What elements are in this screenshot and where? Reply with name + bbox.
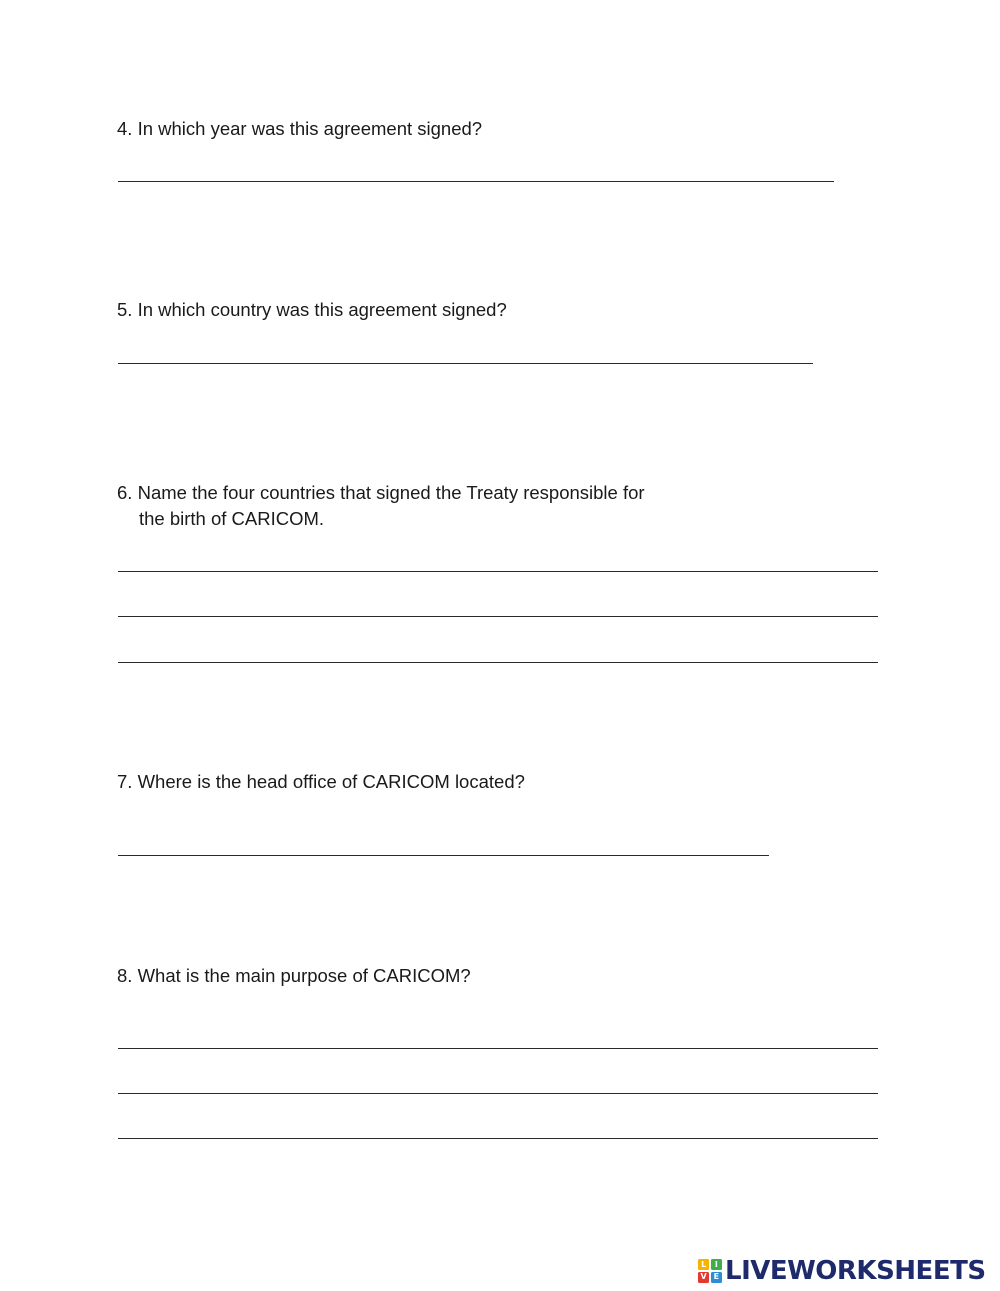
liveworksheets-logo [698, 1257, 986, 1285]
question-6-continuation: the birth of CARICOM. [139, 508, 325, 529]
question-7 [117, 769, 525, 795]
question-5-number: 5. [117, 299, 133, 320]
logo-mark-i: I [711, 1259, 722, 1270]
question-8 [117, 963, 471, 989]
answer-line-8a[interactable] [118, 1048, 878, 1049]
question-6 [117, 480, 645, 532]
logo-mark-icon [698, 1259, 722, 1283]
question-5 [117, 297, 507, 323]
question-4-number: 4. [117, 118, 133, 139]
answer-line-5[interactable] [118, 363, 813, 364]
question-4 [117, 116, 482, 142]
question-8-text: What is the main purpose of CARICOM? [137, 965, 471, 986]
answer-line-4[interactable] [118, 181, 834, 182]
answer-line-6c[interactable] [118, 662, 878, 663]
question-7-text: Where is the head office of CARICOM located? [137, 771, 525, 792]
logo-mark-v: V [698, 1272, 709, 1283]
logo-mark-e: E [711, 1272, 722, 1283]
question-7-number: 7. [117, 771, 133, 792]
answer-line-8c[interactable] [118, 1138, 878, 1139]
answer-line-8b[interactable] [118, 1093, 878, 1094]
brand-name: LIVEWORKSHEETS [725, 1256, 986, 1286]
answer-line-6b[interactable] [118, 616, 878, 617]
question-6-number: 6. [117, 482, 133, 503]
question-8-number: 8. [117, 965, 133, 986]
question-5-text: In which country was this agreement signed? [137, 299, 507, 320]
question-4-text: In which year was this agreement signed? [137, 118, 483, 139]
logo-mark-l: L [698, 1259, 709, 1270]
question-6-text: Name the four countries that signed the Treaty responsible for [137, 482, 645, 503]
answer-line-7[interactable] [118, 855, 769, 856]
answer-line-6a[interactable] [118, 571, 878, 572]
